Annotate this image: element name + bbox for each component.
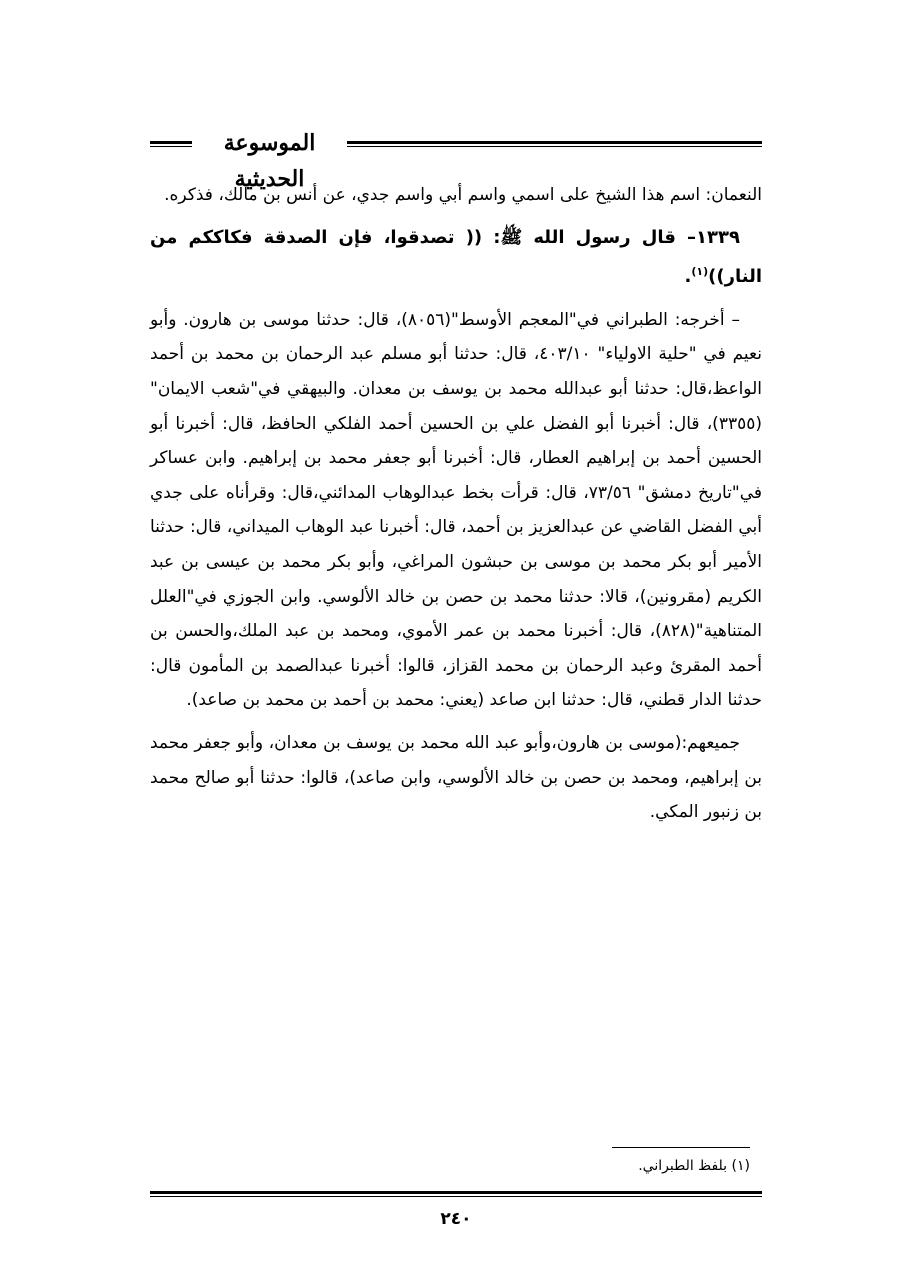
summary-paragraph: جميعهم:(موسى بن هارون،وأبو عبد الله محمد بن يوسف بن معدان، وأبو جعفر محمد بن إبراهيم، ومحمد بن حصن بن خالد الألوسي، وابن صاعد)، قالوا: حدثنا أبو صالح محمد بن زنبور المكي.	[150, 732, 762, 823]
page-number: ٢٤٠	[440, 1209, 472, 1229]
header-rule-right	[347, 141, 762, 147]
footnote-separator	[612, 1147, 750, 1148]
running-header	[150, 125, 762, 192]
hadith-number: ١٣٣٩	[696, 226, 740, 248]
hadith-text: – قال رسول الله ﷺ: (( تصدقوا، فإن الصدقة فكاككم من النار))	[150, 226, 762, 288]
hadith-end-mark: .	[684, 266, 692, 288]
takhrij-paragraph: – أخرجه: الطبراني في"المعجم الأوسط"(٨٠٥٦)، قال: حدثنا موسى بن هارون. وأبو نعيم في "حلية الاولياء" ٤٠٣/١٠، قال: حدثنا أبو مسلم عبد الرحمان بن محمد بن أحمد الواعظ،قال: حدثنا أبو عبدالله محمد بن يوسف بن معدان. والبيهقي في"شعب الايمان"(٣٣٥٥)، قال: أخبرنا أبو الفضل علي بن الحسين أحمد الفلكي الحافظ، قال: أخبرنا أبو الحسين أحمد بن إبراهيم العطار، قال: أخبرنا أبو جعفر محمد بن إبراهيم. وابن عساكر في"تاريخ دمشق" ٧٣/٥٦، قال: قرأت بخط عبدالوهاب المدائني،قال: وقرأناه على جدي أبي الفضل القاضي عن عبدالعزيز بن أحمد، قال: أخبرنا عبد الوهاب الميداني، قال: حدثنا الأمير أبو بكر محمد بن موسى بن حبشون المراغي، وأبو بكر محمد بن عيسى بن عبد الكريم (مقرونين)، قالا: حدثنا محمد بن حصن بن خالد الألوسي. وابن الجوزي في"العلل المتناهية"(٨٢٨)، قال: أخبرنا محمد بن عمر الأموي، ومحمد بن عبد الملك،والحسن بن أحمد المقرئ وعبد الرحمان بن محمد القزاز، قالوا: أخبرنا عبدالصمد بن المأمون قال: حدثنا الدار قطني، قال: حدثنا ابن صاعد (يعني: محمد بن أحمد بن محمد بن صاعد).	[150, 309, 762, 711]
header-title: الموسوعة الحديثية	[223, 130, 316, 192]
main-text	[150, 178, 762, 830]
header-rule-left	[150, 141, 192, 147]
paragraph-continuation: النعمان: اسم هذا الشيخ على اسمي واسم أبي واسم جدي، عن أنس بن مالك، فذكره.	[164, 185, 762, 205]
footer-rule	[150, 1191, 762, 1197]
hadith-paragraph	[150, 221, 762, 295]
footnote-reference: (١)	[691, 265, 709, 279]
footnote: (١) بلفظ الطبراني.	[638, 1158, 750, 1174]
